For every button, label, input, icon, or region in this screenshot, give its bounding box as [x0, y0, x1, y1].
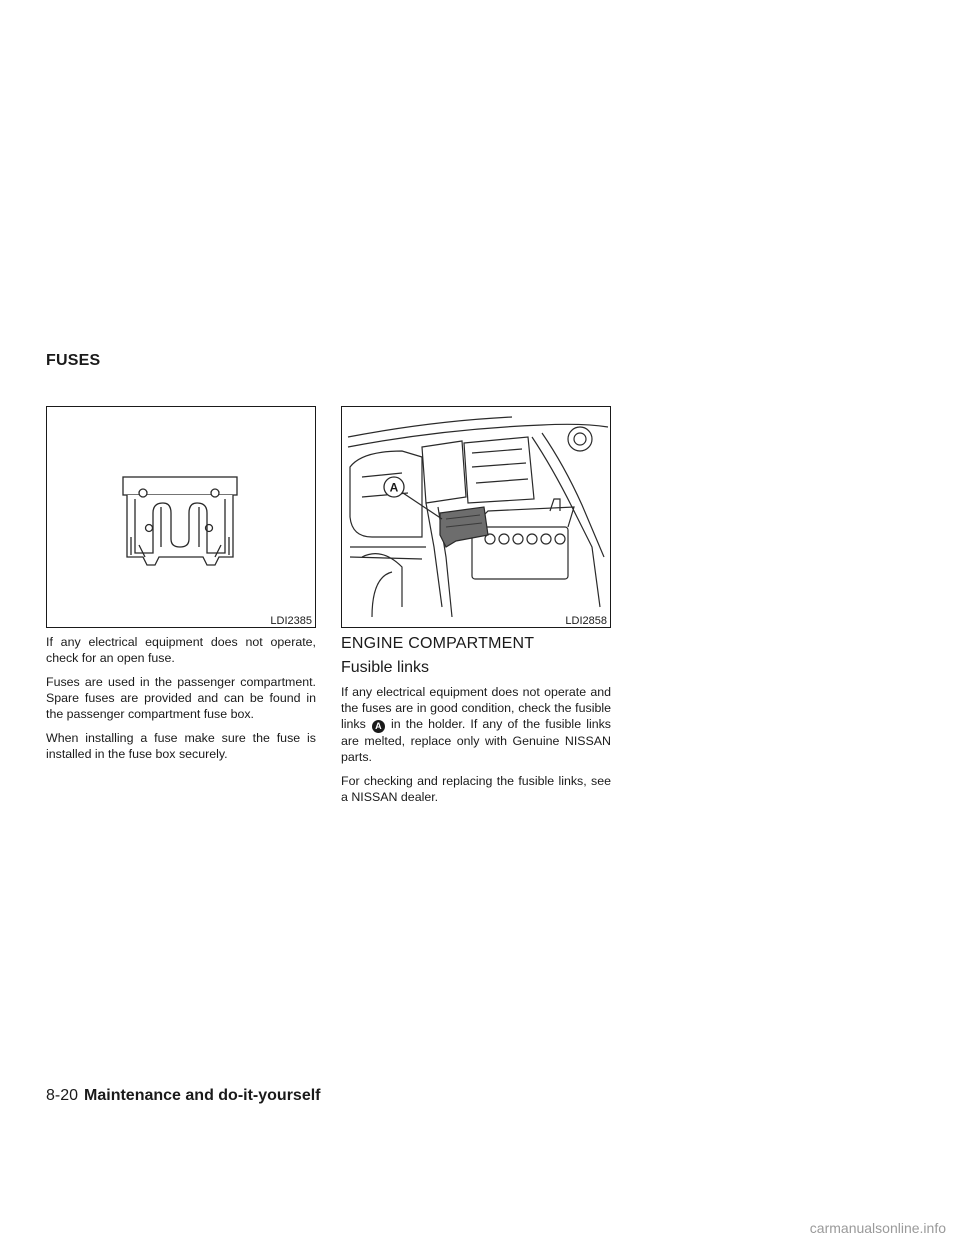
paragraph: Fuses are used in the passenger compartment. Spare fuses are provided and can be found in the passenger compartment fuse box.: [46, 675, 316, 721]
engine-bay-drawing: [342, 407, 610, 627]
engine-compartment-illustration: [341, 406, 611, 628]
section-heading: FUSES: [46, 352, 101, 369]
callout-label: A: [389, 480, 399, 495]
callout-marker: A: [372, 720, 385, 733]
fuse-illustration: [46, 406, 316, 628]
blade-fuse-drawing: [47, 407, 315, 627]
paragraph: For checking and replacing the fusible links, see a NISSAN dealer.: [341, 774, 611, 804]
figure-code: LDI2858: [562, 614, 610, 627]
paragraph: When installing a fuse make sure the fuse is installed in the fuse box securely.: [46, 731, 316, 761]
sub-subsection-heading: Fusible links: [341, 659, 430, 676]
paragraph-text: in the holder. If any of the fusible links are melted, replace only with Genuine NISSAN parts.: [341, 717, 611, 764]
left-column: [46, 634, 316, 770]
figure-code: LDI2385: [267, 614, 315, 627]
page-number: 8-20: [46, 1087, 79, 1104]
subsection-heading: ENGINE COMPARTMENT: [341, 635, 535, 652]
right-column: [341, 634, 611, 813]
watermark: carmanualsonline.info: [809, 1220, 946, 1236]
paragraph-text: If any electrical equipment does not operate and the fuses are in good condition, check the fusible links: [341, 685, 611, 731]
page-footer: [46, 1087, 321, 1105]
paragraph: [341, 684, 611, 765]
paragraph: If any electrical equipment does not operate, check for an open fuse.: [46, 635, 316, 665]
chapter-title: Maintenance and do-it-yourself: [84, 1087, 321, 1104]
